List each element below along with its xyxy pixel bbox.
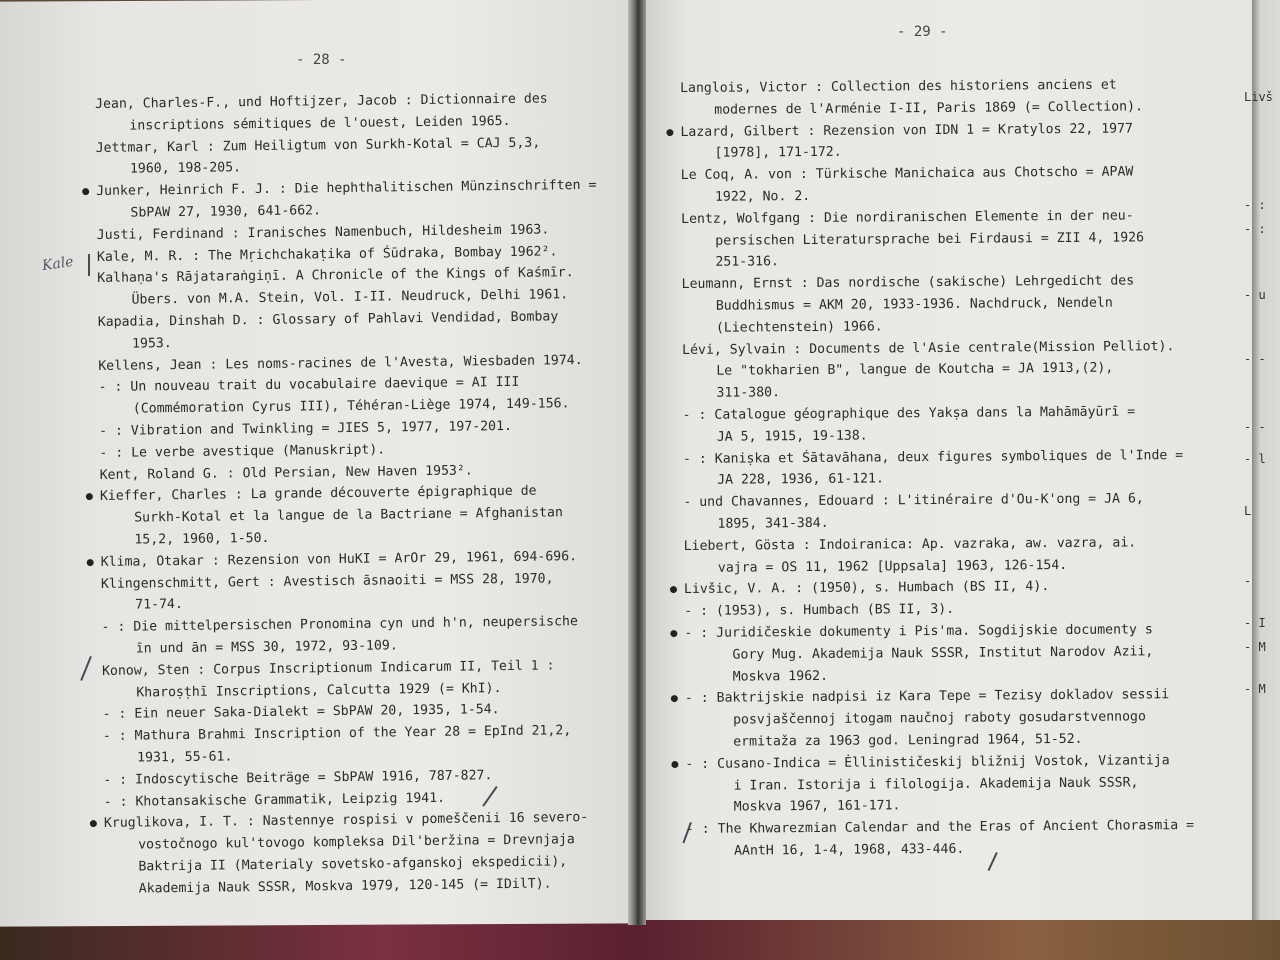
bibliography-text: Akademija Nauk SSSR, Moskva 1979, 120-145 (= IDilT). bbox=[138, 876, 552, 897]
edge-fragment-text: - : bbox=[1244, 222, 1266, 236]
bibliography-text: Kellens, Jean : Les noms-racines de l'Avesta, Wiesbaden 1974. bbox=[98, 352, 583, 374]
edge-fragment-text: - u bbox=[1244, 288, 1266, 302]
bibliography-text: Kharoṣṭhī Inscriptions, Calcutta 1929 (= KhI). bbox=[136, 680, 502, 701]
bibliography-text: vostočnogo kul'tovogo kompleksa Dil'beržina = Drevnjaja bbox=[138, 832, 575, 853]
bibliography-text: vajra = OS 11, 1962 [Uppsala] 1963, 126-154. bbox=[717, 557, 1068, 576]
bullet-mark bbox=[87, 559, 94, 566]
bibliography-text: - : Vibration and Twinkling = JIES 5, 1977, 197-201. bbox=[99, 418, 513, 439]
bibliography-text: 311-380. bbox=[716, 385, 781, 401]
edge-fragment-text: L bbox=[1244, 504, 1252, 518]
bibliography-text: Lévi, Sylvain : Documents de l'Asie centrale(Mission Pelliot). bbox=[682, 338, 1175, 358]
bibliography-text: Leumann, Ernst : Das nordische (sakische) Lehrgedicht des bbox=[681, 273, 1135, 293]
bibliography-text: JA 228, 1936, 61-121. bbox=[717, 471, 884, 489]
bibliography-text: SbPAW 27, 1930, 641-662. bbox=[130, 203, 322, 221]
bibliography-text: - : Khotansakische Grammatik, Leipzig 1941. bbox=[103, 790, 446, 810]
edge-fragment-text: - M bbox=[1244, 640, 1266, 654]
bibliography-text: AAntH 16, 1-4, 1968, 433-446. bbox=[734, 841, 965, 859]
bibliography-text: 1953. bbox=[131, 335, 172, 352]
edge-fragment-text: - - bbox=[1244, 420, 1266, 434]
bibliography-text: Buddhismus = AKM 20, 1933-1936. Nachdruck, Nendeln bbox=[715, 295, 1113, 314]
bibliography-line bbox=[686, 837, 1194, 863]
bibliography-text: - : Mathura Brahmi Inscription of the Year 28 = EpInd 21,2, bbox=[102, 723, 572, 745]
bibliography-text: inscriptions sémitiques de l'ouest, Leiden 1965. bbox=[129, 113, 511, 134]
bibliography-text: Kale, M. R. : The Mṛichchakaṭika of Śūdraka, Bombay 1962². bbox=[96, 243, 558, 265]
bibliography-text: Klingenschmitt, Gert : Avestisch āsnaoiti = MSS 28, 1970, bbox=[100, 570, 554, 592]
bibliography-text: Jean, Charles-F., und Hoftijzer, Jacob : Dictionnaire des bbox=[95, 91, 548, 112]
bibliography-text: 251-316. bbox=[715, 254, 780, 271]
edge-fragment-text: - : bbox=[1244, 198, 1266, 212]
pencil-mark bbox=[88, 254, 90, 276]
bibliography-text: - : Un nouveau trait du vocabulaire daevique = AI III bbox=[98, 375, 520, 396]
edge-fragment-text: - - bbox=[1244, 352, 1266, 366]
bibliography-text: - : Catalogue géographique des Yakṣa dans la Mahāmāyūrī = bbox=[682, 404, 1136, 423]
bibliography-text: Kalhaṇa's Rājataraṅgiṇī. A Chronicle of the Kings of Kaśmīr. bbox=[97, 265, 574, 287]
edge-fragment-text: - I bbox=[1244, 616, 1266, 630]
bibliography-text: (Liechtenstein) 1966. bbox=[715, 319, 883, 336]
bibliography-text: Lentz, Wolfgang : Die nordiranischen Elemente in der neu- bbox=[681, 208, 1134, 227]
bibliography-text: persischen Literatursprache bei Firdausi = ZII 4, 1926 bbox=[715, 229, 1145, 249]
edge-fragment-text: - l bbox=[1244, 452, 1266, 466]
bibliography-text: - : Cusano-Indica = Ėllinističeskij bližnij Vostok, Vizantija bbox=[685, 752, 1170, 772]
bibliography-text: Übers. von M.A. Stein, Vol. I-II. Neudruck, Delhi 1961. bbox=[131, 287, 569, 308]
bibliography-text: Lazard, Gilbert : Rezension von IDN 1 = Kratylos 22, 1977 bbox=[680, 121, 1134, 140]
bibliography-text: i Iran. Istorija i filologija. Akademija Nauk SSSR, bbox=[733, 774, 1139, 794]
bibliography-text: ermitaža za 1963 god. Leningrad 1964, 51-52. bbox=[733, 731, 1083, 750]
bibliography-text: 1931, 55-61. bbox=[137, 749, 233, 766]
bibliography-text: - : Die mittelpersischen Pronomina cyn und h'n, neupersische bbox=[101, 614, 578, 636]
edge-fragment-text: - M bbox=[1244, 682, 1266, 696]
bibliography-text: - : Baktrijskie nadpisi iz Kara Tepe = Tezisy dokladov sessii bbox=[684, 687, 1170, 707]
handwritten-margin-note: Kale bbox=[41, 253, 75, 275]
bibliography-text: Moskva 1962. bbox=[732, 668, 829, 685]
bibliography-text: - : The Khwarezmian Calendar and the Eras of Ancient Chorasmia = bbox=[685, 818, 1195, 838]
bibliography-text: Baktrija II (Materialy sovetsko-afganskoj ekspedicii), bbox=[138, 854, 568, 875]
left-page-number: - 28 - bbox=[296, 52, 347, 68]
bibliography-text: modernes de l'Arménie I-II, Paris 1869 (= Collection). bbox=[714, 99, 1144, 118]
bibliography-text: Surkh-Kotal et la langue de la Bactriane = Afghanistan bbox=[134, 505, 563, 526]
bibliography-text: īn und ān = MSS 30, 1972, 93-109. bbox=[135, 638, 398, 657]
edge-fragment-text: - bbox=[1244, 574, 1252, 588]
bibliography-text: 1960, 198-205. bbox=[129, 160, 242, 177]
bibliography-text: Liebert, Gösta : Indoiranica: Ap. vazraka, aw. vazra, ai. bbox=[683, 535, 1137, 554]
bibliography-text: - : (1953), s. Humbach (BS II, 3). bbox=[684, 601, 955, 620]
bibliography-text: posvjaščennoj itogam naučnoj raboty gosudarstvennogo bbox=[732, 709, 1146, 728]
bullet-mark bbox=[666, 129, 673, 136]
bibliography-text: Kapadia, Dinshah D. : Glossary of Pahlavi Vendidad, Bombay bbox=[97, 309, 559, 330]
bibliography-text: [1978], 171-172. bbox=[714, 145, 842, 162]
bibliography-text: Kruglikova, I. T. : Nastennye rospisi v pomeščenii 16 severo- bbox=[103, 810, 589, 832]
bibliography-text: Justi, Ferdinand : Iranisches Namenbuch, Hildesheim 1963. bbox=[96, 222, 550, 243]
bibliography-text: Jettmar, Karl : Zum Heiligtum von Surkh-Kotal = CAJ 5,3, bbox=[95, 135, 541, 156]
bibliography-text: - : Juridičeskie dokumenty i Pis'ma. Sogdijskie documenty s bbox=[684, 622, 1153, 641]
left-bibliography-list bbox=[95, 88, 605, 901]
bibliography-text: 1895, 341-384. bbox=[717, 515, 829, 532]
bibliography-text: - : Le verbe avestique (Manuskript). bbox=[99, 442, 386, 461]
book-gutter bbox=[628, 0, 646, 925]
bibliography-text: - : Indoscytische Beiträge = SbPAW 1916, 787-827. bbox=[103, 767, 493, 788]
bibliography-text: Moskva 1967, 161-171. bbox=[733, 798, 901, 815]
bibliography-text: Klima, Otakar : Rezension von HuKI = ArOr 29, 1961, 694-696. bbox=[100, 548, 578, 570]
right-page-number: - 29 - bbox=[897, 24, 948, 40]
bullet-mark bbox=[671, 761, 678, 768]
bibliography-text: Le "tokharien B", langue de Koutcha = JA 1913,(2), bbox=[716, 360, 1114, 380]
bullet-mark bbox=[670, 630, 677, 637]
bibliography-text: Livšic, V. A. : (1950), s. Humbach (BS II, 4). bbox=[683, 579, 1050, 598]
bibliography-text: 15,2, 1960, 1-50. bbox=[134, 530, 270, 548]
bibliography-text: Kent, Roland G. : Old Persian, New Haven 1953². bbox=[99, 462, 473, 483]
bibliography-text: - : Kaniṣka et Śātavāhana, deux figures symboliques de l'Inde = bbox=[682, 447, 1184, 467]
bibliography-text: Le Coq, A. von : Türkische Manichaica aus Chotscho = APAW bbox=[680, 164, 1134, 184]
right-bibliography-list bbox=[680, 74, 1194, 863]
bibliography-text: Gory Mug. Akademija Nauk SSSR, Institut Narodov Azii, bbox=[732, 644, 1154, 663]
edge-fragment-text: Livš bbox=[1244, 90, 1273, 104]
bibliography-text: Langlois, Victor : Collection des historiens anciens et bbox=[680, 77, 1117, 96]
bibliography-text: Kieffer, Charles : La grande découverte épigraphique de bbox=[99, 483, 537, 505]
bibliography-text: JA 5, 1915, 19-138. bbox=[716, 428, 868, 445]
bibliography-text: - : Ein neuer Saka-Dialekt = SbPAW 20, 1935, 1-54. bbox=[102, 702, 500, 723]
bibliography-text: 71-74. bbox=[135, 597, 183, 613]
bibliography-text: (Commémoration Cyrus III), Téhéran-Liège 1974, 149-156. bbox=[132, 396, 570, 417]
bibliography-text: Konow, Sten : Corpus Inscriptionum Indicarum II, Teil 1 : bbox=[101, 658, 555, 679]
bibliography-text: 1922, No. 2. bbox=[714, 188, 811, 205]
bibliography-text: Junker, Heinrich F. J. : Die hephthalitischen Münzinschriften = bbox=[96, 178, 597, 200]
bibliography-text: - und Chavannes, Edouard : L'itinéraire d'Ou-K'ong = JA 6, bbox=[683, 491, 1144, 511]
